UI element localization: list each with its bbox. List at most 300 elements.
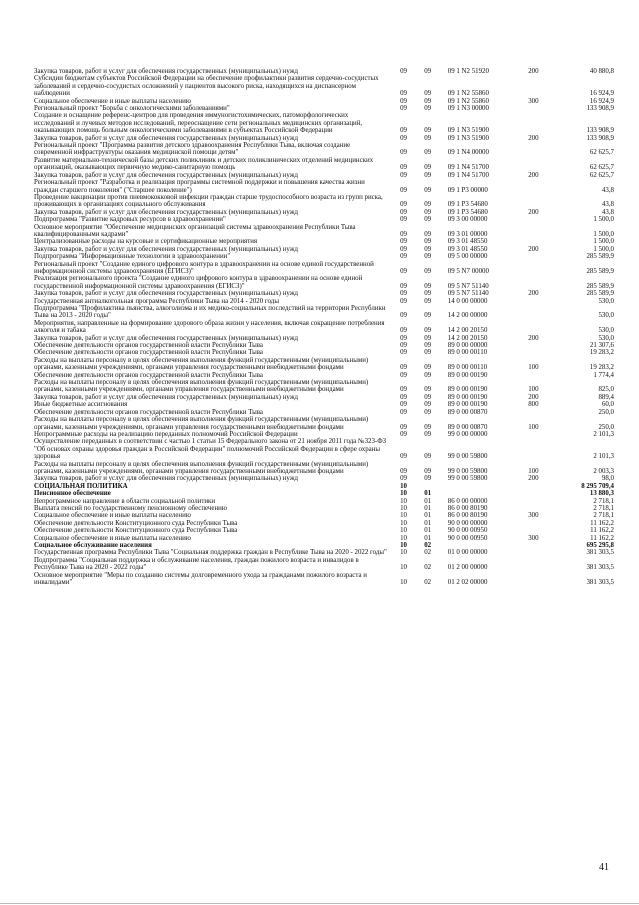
row-subsection: 01 <box>424 534 432 542</box>
row-amount: 133 908,9 <box>586 105 614 113</box>
row-subsection: 09 <box>424 423 432 431</box>
table-row <box>34 409 614 416</box>
row-section: 10 <box>400 542 407 549</box>
row-section: 09 <box>400 201 407 209</box>
table-row <box>34 557 614 572</box>
table-row <box>34 542 614 549</box>
row-target-article: 01 2 00 00000 <box>447 564 488 572</box>
row-section: 09 <box>400 334 407 342</box>
table-row <box>34 401 614 408</box>
row-amount: 40 880,8 <box>589 68 614 75</box>
row-subsection: 09 <box>424 327 432 335</box>
row-name: Основное мероприятие "Обеспечение медицинских организаций системы здравоохранения Республики Тыва квалифицированными кадрами" <box>34 223 356 238</box>
row-expense-type: 200 <box>528 334 539 342</box>
table-row <box>34 475 614 482</box>
row-section: 09 <box>400 327 407 335</box>
table-row <box>34 105 614 112</box>
budget-table-body <box>34 68 614 586</box>
row-subsection: 09 <box>424 238 432 246</box>
row-target-article: 86 0 00 00000 <box>447 497 488 505</box>
row-target-article: 14 2 00 20150 <box>447 327 488 335</box>
row-amount: 285 589,9 <box>586 267 614 275</box>
row-subsection: 02 <box>424 564 432 572</box>
row-name: Закупка товаров, работ и услуг для обеспечения государственных (муниципальных) нужд <box>34 245 298 253</box>
row-expense-type <box>518 498 548 505</box>
row-name: Закупка товаров, работ и услуг для обеспечения государственных (муниципальных) нужд <box>34 68 298 75</box>
row-target-article: 86 0 00 80190 <box>447 504 488 512</box>
page-number: 41 <box>599 862 609 873</box>
row-target-article <box>440 483 519 490</box>
row-name: Расходы на выплаты персоналу в целях обеспечения выполнения функций государственными (муниципальными) органами, казенными учреждениями, органами управления государственными внебюджетными фондами <box>34 356 369 372</box>
row-amount: 2 101,3 <box>593 453 614 461</box>
row-subsection: 09 <box>424 90 432 98</box>
row-amount: 2 718,1 <box>593 512 614 520</box>
row-target-article: 89 0 00 00190 <box>447 386 488 394</box>
row-section: 09 <box>400 349 407 357</box>
row-section: 09 <box>400 282 407 290</box>
row-amount: 43,8 <box>601 201 614 209</box>
row-subsection: 01 <box>424 527 432 535</box>
row-target-article: 89 0 00 00000 <box>447 342 488 350</box>
row-subsection: 01 <box>424 497 432 505</box>
row-section: 10 <box>400 504 407 512</box>
row-expense-type <box>518 275 548 290</box>
row-section: 10 <box>400 549 407 557</box>
row-amount: 381 303,5 <box>586 579 614 587</box>
row-amount: 250,0 <box>598 423 614 431</box>
row-subsection: 09 <box>424 282 432 290</box>
row-amount: 285 589,9 <box>586 290 614 298</box>
row-subsection: 09 <box>424 371 432 379</box>
row-section: 09 <box>400 342 407 350</box>
row-section: 09 <box>400 97 407 105</box>
row-target-article: 09 5 00 00000 <box>447 253 488 261</box>
row-name: Обеспечение деятельности Конституционного суда Республики Тыва <box>34 527 238 535</box>
row-subsection: 09 <box>424 467 432 475</box>
row-name: Подпрограмма "Социальная поддержка и обслуживание населения, граждан пожилого возраста и инвалидов в Республике Тыва на 2020 - 2022 годы" <box>34 556 359 572</box>
row-expense-type <box>518 542 548 549</box>
row-target-article: 09 1 N4 51700 <box>447 164 489 172</box>
row-name: Региональный проект "Программа развития детского здравоохранения Республики Тыва, включая создание современной инфраструктуры оказания медицинской помощи детям" <box>34 142 351 157</box>
row-subsection: 09 <box>424 186 432 194</box>
row-amount: 98,0 <box>601 475 614 483</box>
row-amount: 11 162,2 <box>590 527 614 535</box>
row-section: 10 <box>400 534 407 542</box>
row-amount: 1 500,0 <box>593 245 614 253</box>
row-name: Обеспечение деятельности Конституционного суда Республики Тыва <box>34 519 238 527</box>
row-target-article: 99 0 00 00000 <box>447 430 488 438</box>
row-section: 09 <box>400 186 407 194</box>
row-subsection: 01 <box>424 519 432 527</box>
row-amount: 43,8 <box>601 208 614 216</box>
row-subsection: 09 <box>424 430 432 438</box>
row-name: Региональный проект "Разработка и реализация программы системной поддержки и повышения качества жизни граждан старшего поколения" ("Старшее поколение") <box>34 179 365 194</box>
row-target-article: 09 1 N4 51700 <box>447 171 489 179</box>
row-amount: 133 908,9 <box>586 127 614 135</box>
row-section: 09 <box>400 430 407 438</box>
row-amount: 19 283,2 <box>589 349 614 357</box>
row-target-article <box>440 542 519 549</box>
row-name: Закупка товаров, работ и услуг для обеспечения государственных (муниципальных) нужд <box>34 475 298 483</box>
table-row <box>34 498 614 505</box>
row-subsection: 09 <box>424 290 432 298</box>
row-section: 09 <box>400 164 407 172</box>
row-expense-type: 300 <box>528 97 539 105</box>
row-target-article: 89 0 00 00110 <box>447 364 488 372</box>
row-name: Реализация регионального проекта "Создание единого цифрового контура в здравоохранении на основе единой государственной информационной системы здравоохранения (ЕГИСЗ)" <box>34 275 363 290</box>
row-section: 10 <box>400 564 407 572</box>
row-section: 09 <box>400 208 407 216</box>
row-target-article: 14 2 00 20150 <box>447 334 488 342</box>
row-target-article: 99 0 00 59800 <box>447 475 488 483</box>
table-row <box>34 194 614 209</box>
row-name: Обеспечение деятельности органов государственной власти Республики Тыва <box>34 342 263 350</box>
row-section: 09 <box>400 312 407 320</box>
table-row <box>34 305 614 320</box>
table-row <box>34 342 614 349</box>
row-target-article: 14 2 00 00000 <box>447 312 488 320</box>
row-section: 09 <box>400 408 407 416</box>
row-amount: 2 718,1 <box>593 504 614 512</box>
row-expense-type <box>518 483 548 490</box>
row-expense-type <box>518 216 548 223</box>
row-subsection: 09 <box>424 97 432 105</box>
row-name: Основное мероприятие "Меры по созданию системы долговременного ухода за гражданами пожилого возраста и инвалидами" <box>34 571 367 587</box>
table-row <box>34 431 614 438</box>
row-expense-type <box>518 431 548 438</box>
row-expense-type: 800 <box>528 401 539 409</box>
row-expense-type: 300 <box>528 512 539 520</box>
row-subsection: 01 <box>424 512 432 520</box>
row-name: Закупка товаров, работ и услуг для обеспечения государственных (муниципальных) нужд <box>34 171 298 179</box>
row-subsection: 09 <box>424 127 432 135</box>
row-subsection: 02 <box>424 542 432 549</box>
row-amount: 11 162,2 <box>590 519 614 527</box>
row-target-article: 89 0 00 00870 <box>447 423 488 431</box>
row-amount: 16 924,9 <box>589 90 614 98</box>
row-expense-type: 300 <box>528 534 539 542</box>
row-expense-type: 100 <box>528 467 539 475</box>
row-expense-type <box>518 320 548 335</box>
row-amount: 381 303,5 <box>586 564 614 572</box>
row-expense-type <box>518 557 548 572</box>
table-row <box>34 216 614 223</box>
table-row <box>34 209 614 216</box>
table-row <box>34 490 614 497</box>
table-row <box>34 483 614 490</box>
table-row <box>34 290 614 297</box>
row-target-article: 09 1 P3 54680 <box>447 208 488 216</box>
row-target-article: 09 3 01 48550 <box>447 245 488 253</box>
table-row <box>34 572 614 587</box>
row-section: 09 <box>400 216 407 224</box>
row-subsection: 01 <box>424 490 432 498</box>
row-target-article: 09 5 N7 00000 <box>447 267 489 275</box>
row-expense-type <box>518 142 548 157</box>
table-row <box>34 438 614 460</box>
row-expense-type <box>518 438 548 460</box>
row-section: 09 <box>400 171 407 179</box>
row-name: Обеспечение деятельности органов государственной власти Республики Тыва <box>34 371 263 379</box>
row-name: Непрограммное направление в области социальной политики <box>34 497 216 505</box>
row-name: Подпрограмма "Развитие кадровых ресурсов в здравоохранении" <box>34 216 226 224</box>
row-target-article: 01 2 02 00000 <box>447 579 488 587</box>
row-name: Обеспечение деятельности органов государственной власти Республики Тыва <box>34 349 263 357</box>
row-amount: 889,4 <box>598 393 614 401</box>
row-amount: 2 003,3 <box>593 467 614 475</box>
row-amount: 60,0 <box>601 401 614 409</box>
row-section: 09 <box>400 90 407 98</box>
row-section: 10 <box>400 497 407 505</box>
row-amount: 62 625,7 <box>589 171 614 179</box>
row-target-article: 89 0 00 00870 <box>447 408 488 416</box>
row-target-article: 89 0 00 00110 <box>447 349 488 357</box>
row-section: 09 <box>400 149 407 157</box>
row-name: Закупка товаров, работ и услуг для обеспечения государственных (муниципальных) нужд <box>34 208 298 216</box>
row-amount: 21 307,6 <box>589 342 614 350</box>
table-row <box>34 535 614 542</box>
row-subsection: 09 <box>424 245 432 253</box>
row-name: Субсидии бюджетам субъектов Российской Федерации на обеспечение профилактики развития сердечно-сосудистых заболеваний и сердечно-сосудистых осложнений у пациентов высокого риска, находящихся на диспансерном наблюдении <box>34 75 379 98</box>
row-name: Государственная антиалкогольная программа Республики Тыва на 2014 - 2020 годы <box>34 297 279 305</box>
row-target-article: 09 1 N4 00000 <box>447 149 489 157</box>
table-row <box>34 68 614 75</box>
row-subsection: 09 <box>424 253 432 261</box>
row-amount: 1 500,0 <box>593 216 614 224</box>
row-target-article: 89 0 00 00190 <box>447 371 488 379</box>
row-expense-type: 100 <box>528 364 539 372</box>
row-section: 09 <box>400 230 407 238</box>
row-expense-type <box>518 179 548 194</box>
row-subsection: 02 <box>424 579 432 587</box>
row-target-article: 90 0 00 00950 <box>447 534 488 542</box>
row-amount: 13 880,3 <box>589 490 614 498</box>
table-row <box>34 135 614 142</box>
row-expense-type <box>518 527 548 534</box>
row-name: Закупка товаров, работ и услуг для обеспечения государственных (муниципальных) нужд <box>34 290 298 298</box>
row-subsection: 09 <box>424 171 432 179</box>
table-row <box>34 75 614 97</box>
table-row <box>34 172 614 179</box>
table-row <box>34 549 614 556</box>
row-subsection: 09 <box>424 364 432 372</box>
row-name: Выплата пенсий по государственному пенсионному обеспечению <box>34 504 227 512</box>
table-row <box>34 142 614 157</box>
row-expense-type: 200 <box>528 208 539 216</box>
row-amount: 43,8 <box>601 186 614 194</box>
row-subsection: 09 <box>424 201 432 209</box>
row-subsection: 09 <box>424 334 432 342</box>
row-target-article: 09 1 N2 55860 <box>447 97 489 105</box>
row-name: Централизованные расходы на курсовые и сертификационные мероприятия <box>34 238 258 246</box>
row-name: Расходы на выплаты персоналу в целях обеспечения выполнения функций государственными (муниципальными) органами, казенными учреждениями, органами управления государственными внебюджетными фондами <box>34 379 369 394</box>
row-section: 09 <box>400 105 407 113</box>
row-expense-type: 200 <box>528 245 539 253</box>
row-name: Подпрограмма "Профилактика пьянства, алкоголизма и их медико-социальных последствий на территории Республики Тыва на 2013 - 2020 годы" <box>34 305 386 320</box>
row-amount: 530,0 <box>598 312 614 320</box>
row-subsection: 09 <box>424 453 432 461</box>
row-expense-type: 200 <box>528 393 539 401</box>
row-expense-type <box>518 157 548 172</box>
table-row <box>34 320 614 335</box>
row-subsection: 09 <box>424 349 432 357</box>
table-row <box>34 238 614 245</box>
row-amount: 530,0 <box>598 297 614 305</box>
row-expense-type <box>518 372 548 379</box>
row-expense-type <box>518 490 548 497</box>
row-subsection: 09 <box>424 230 432 238</box>
row-subsection: 09 <box>424 342 432 350</box>
row-amount: 2 101,3 <box>593 430 614 438</box>
row-name: Социальное обеспечение и иные выплаты населению <box>34 534 191 542</box>
table-row <box>34 246 614 253</box>
row-name: Расходы на выплаты персоналу в целях обеспечения выполнения функций государственными (муниципальными) органами, казенными учреждениями, органами управления государственными внебюджетными фондами <box>34 416 369 431</box>
row-target-article: 86 0 00 80190 <box>447 512 488 520</box>
row-subsection: 09 <box>424 208 432 216</box>
row-name: Обеспечение деятельности органов государственной власти Республики Тыва <box>34 408 263 416</box>
row-name: Непрограммные расходы на реализацию переданных полномочий Российской Федерации <box>34 430 298 438</box>
row-subsection: 01 <box>424 504 432 512</box>
row-section: 09 <box>400 467 407 475</box>
row-section: 10 <box>400 512 407 520</box>
row-subsection: 09 <box>424 68 432 75</box>
row-subsection: 09 <box>424 401 432 409</box>
table-row <box>34 349 614 356</box>
row-name: Подпрограмма "Информационные технологии в здравоохранении" <box>34 253 231 261</box>
row-name: Осуществление переданных в соответствии с частью 1 статьи 15 Федерального закона от 21 ноября 2011 года №323-ФЗ "Об основах охраны здоровья граждан в Российской Федерации" полномочий Российской Федерации в сфере охраны здоровья <box>34 438 387 461</box>
row-target-article: 89 0 00 00190 <box>447 401 488 409</box>
row-name: Иные бюджетные ассигнования <box>34 401 128 409</box>
row-amount: 285 589,9 <box>586 282 614 290</box>
row-target-article: 09 5 N7 51140 <box>447 290 489 298</box>
row-expense-type <box>518 298 548 305</box>
row-name: Расходы на выплаты персоналу в целях обеспечения выполнения функций государственными (муниципальными) органами, казенными учреждениями, органами управления государственными внебюджетными фондами <box>34 460 369 475</box>
row-amount: 1 774,4 <box>593 371 614 379</box>
row-subsection: 09 <box>424 134 432 142</box>
row-target-article: 09 1 N3 51900 <box>447 127 489 135</box>
table-row <box>34 527 614 534</box>
table-row <box>34 379 614 394</box>
row-amount: 530,0 <box>598 327 614 335</box>
row-subsection: 09 <box>424 475 432 483</box>
table-row <box>34 335 614 342</box>
row-expense-type <box>518 261 548 276</box>
row-section: 09 <box>400 267 407 275</box>
row-target-article <box>440 490 519 497</box>
row-amount: 62 625,7 <box>589 164 614 172</box>
budget-table <box>34 68 614 586</box>
row-subsection: 09 <box>424 408 432 416</box>
row-target-article: 09 3 00 00000 <box>447 216 488 224</box>
table-row <box>34 253 614 260</box>
table-row <box>34 157 614 172</box>
row-name: Социальное обслуживание населения <box>34 542 152 549</box>
row-amount: 250,0 <box>598 408 614 416</box>
row-section: 09 <box>400 401 407 409</box>
table-row <box>34 520 614 527</box>
row-name: Мероприятия, направленные на формирование здорового образа жизни у населения, включая сокращение потребления алкоголя и табака <box>34 319 385 335</box>
row-amount: 530,0 <box>598 334 614 342</box>
table-row <box>34 394 614 401</box>
row-expense-type: 200 <box>528 290 539 298</box>
row-expense-type <box>518 505 548 512</box>
row-name: Создание и оснащение референс-центров для проведения иммуногистохимических, патоморфологических исследований и лучевых методов исследований, переоснащение сети региональных медицинских организаций, оказывающих помощь больным онкологическими заболеваниями в субъектах Российской Федерации <box>34 112 363 135</box>
row-name: Закупка товаров, работ и услуг для обеспечения государственных (муниципальных) нужд <box>34 134 298 142</box>
page-bottom-edge <box>0 903 639 904</box>
row-amount: 133 908,9 <box>586 134 614 142</box>
row-expense-type <box>518 75 548 97</box>
row-subsection: 09 <box>424 297 432 305</box>
row-amount: 2 718,1 <box>593 497 614 505</box>
row-expense-type <box>518 105 548 112</box>
row-expense-type <box>518 572 548 587</box>
row-name: Социальное обеспечение и иные выплаты населению <box>34 512 191 520</box>
row-target-article: 09 1 P3 00000 <box>447 186 488 194</box>
row-section: 09 <box>400 238 407 246</box>
row-subsection: 09 <box>424 312 432 320</box>
row-expense-type: 200 <box>528 171 539 179</box>
row-amount: 1 500,0 <box>593 238 614 246</box>
row-section: 09 <box>400 297 407 305</box>
row-expense-type: 100 <box>528 423 539 431</box>
row-expense-type: 100 <box>528 386 539 394</box>
row-section: 09 <box>400 245 407 253</box>
table-row <box>34 505 614 512</box>
row-section: 09 <box>400 364 407 372</box>
row-amount: 381 303,5 <box>586 549 614 557</box>
row-target-article: 99 0 00 59800 <box>447 467 488 475</box>
row-target-article: 90 0 00 00950 <box>447 527 488 535</box>
row-expense-type <box>518 238 548 245</box>
table-row <box>34 112 614 134</box>
row-amount: 825,0 <box>598 386 614 394</box>
row-expense-type: 200 <box>528 68 539 75</box>
row-target-article: 09 3 01 00000 <box>447 230 488 238</box>
row-name: Социальное обеспечение и иные выплаты населению <box>34 97 191 105</box>
table-row <box>34 512 614 519</box>
row-section: 09 <box>400 290 407 298</box>
table-row <box>34 461 614 476</box>
table-row <box>34 261 614 276</box>
row-subsection: 09 <box>424 164 432 172</box>
row-target-article: 09 3 01 48550 <box>447 238 488 246</box>
row-section: 09 <box>400 134 407 142</box>
table-row <box>34 298 614 305</box>
row-expense-type <box>518 342 548 349</box>
row-subsection: 09 <box>424 386 432 394</box>
row-expense-type <box>518 520 548 527</box>
row-target-article: 89 0 00 00190 <box>447 393 488 401</box>
table-row <box>34 372 614 379</box>
table-row <box>34 416 614 431</box>
row-section: 09 <box>400 371 407 379</box>
row-name: Пенсионное обеспечение <box>34 490 111 498</box>
row-amount: 285 589,9 <box>586 253 614 261</box>
row-target-article: 09 1 N3 00000 <box>447 105 489 113</box>
row-target-article: 09 1 N2 55860 <box>447 90 489 98</box>
row-expense-type <box>518 253 548 260</box>
row-section: 09 <box>400 393 407 401</box>
row-amount: 62 625,7 <box>589 149 614 157</box>
row-name: Региональный проект "Создание единого цифрового контура в здравоохранении на основе единой государственной информационной системы здравоохранения (ЕГИСЗ)" <box>34 260 374 275</box>
row-expense-type <box>518 305 548 320</box>
row-subsection: 09 <box>424 267 432 275</box>
row-target-article: 09 5 N7 51140 <box>447 282 489 290</box>
row-subsection: 02 <box>424 549 432 557</box>
row-section: 09 <box>400 475 407 483</box>
row-amount: 8 295 709,4 <box>581 482 614 490</box>
row-section: 09 <box>400 127 407 135</box>
